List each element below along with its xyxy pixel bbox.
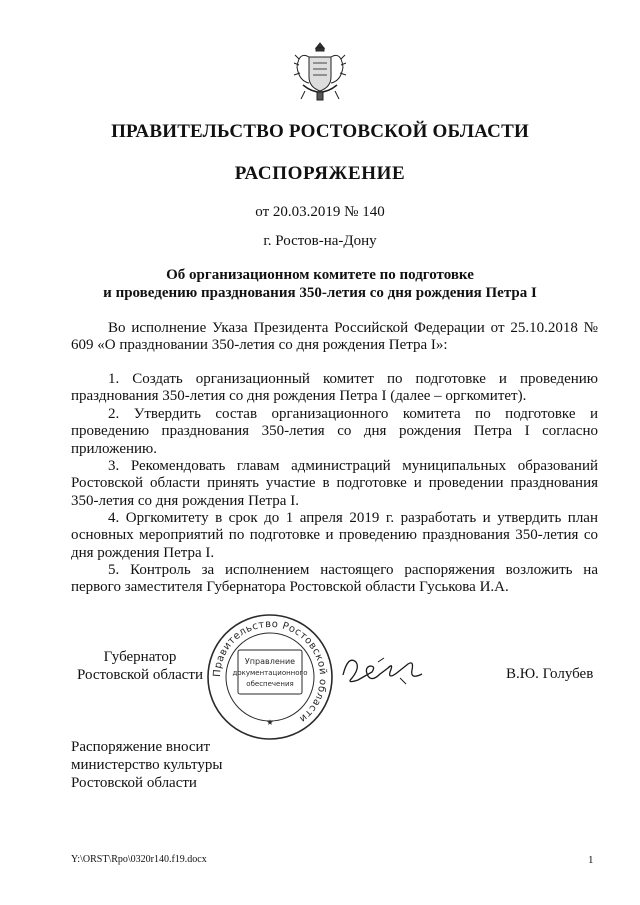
stamp-star-icon: ★ [266,718,274,727]
submitter-note [71,738,223,792]
signatory-name: В.Ю. Голубев [506,666,594,682]
stamp-inner-line-3: обеспечения [246,680,294,688]
subject-line-1: Об организационном комитете по подготовке [166,267,474,283]
handwritten-signature [338,650,438,690]
official-stamp [205,612,335,742]
item-1: 1. Создать организационный комитет по подготовке и проведению празднования 350-летия со дня рождения Петра I (далее – оргкомитет). [71,371,598,405]
item-5: 5. Контроль за исполнением настоящего распоряжения возложить на первого заместителя Губернатора Ростовской области Гуськова И.А. [71,562,598,596]
stamp-inner-line-1: Управление [244,657,296,666]
coat-of-arms-icon [291,37,349,105]
document-subject [0,266,640,302]
signatory-title-line-2: Ростовской области [77,667,203,683]
item-2: 2. Утвердить состав организационного комитета по подготовке и проведению празднования 350-летия со дня рождения Петра I согласно приложению. [71,406,598,457]
document-city: г. Ростов-на-Дону [263,233,377,249]
signatory-title-line-1: Губернатор [103,649,177,665]
document-type: РАСПОРЯЖЕНИЕ [234,163,406,184]
item-3: 3. Рекомендовать главам администраций муниципальных образований Ростовской области принять участие в подготовке и проведении празднования 350-летия со дня рождения Петра I. [71,458,598,509]
submitter-line-2: министерство культуры [71,757,223,773]
intro-paragraph: Во исполнение Указа Президента Российской Федерации от 25.10.2018 № 609 «О праздновании 350-летия со дня рождения Петра I»: [71,320,598,354]
item-4: 4. Оргкомитету в срок до 1 апреля 2019 г. разработать и утвердить план основных мероприятий по подготовке и проведению празднования 350-летия со дня рождения Петра I. [71,510,598,561]
page-number: 1 [588,854,594,866]
org-title: ПРАВИТЕЛЬСТВО РОСТОВСКОЙ ОБЛАСТИ [111,121,529,142]
submitter-line-1: Распоряжение вносит [71,739,211,755]
signatory-title [71,648,209,684]
submitter-line-3: Ростовской области [71,775,197,791]
subject-line-2: и проведению празднования 350-летия со дня рождения Петра I [103,285,537,301]
stamp-inner-line-2: документационного [232,669,308,677]
document-date-number: от 20.03.2019 № 140 [255,204,385,220]
stamp-ring-text: Правительство Ростовской области [211,618,329,725]
footer-file-path: Y:\ORST\Rpo\0320r140.f19.docx [71,854,207,865]
